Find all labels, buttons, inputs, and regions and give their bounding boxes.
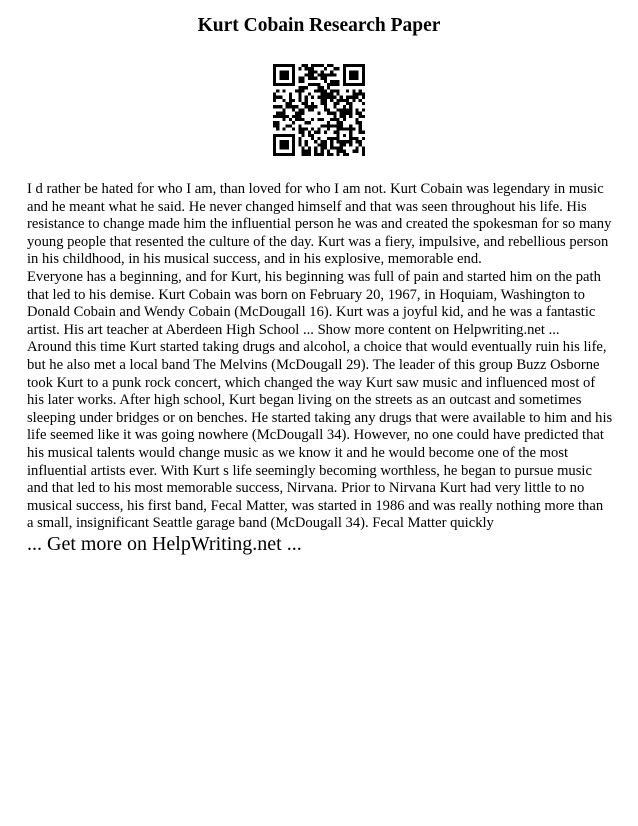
paragraph: Around this time Kurt started taking drugs and alcohol, a choice that would eventually ruin his life, but he also met a local band The Melvins (McDougall 29). The leader of this group Buzz Osborne took Kurt to a punk rock concert, which changed the way Kurt saw music and influenced most of his later works. After high school, Kurt began living on the streets as an outcast and sometimes sleeping under bridges or on benches. He started taking any drugs that were available to him and his life seemed like it was going nowhere (McDougall 34). However, no one could have predicted that his musical talents would change music as we know it and he would become one of the most influential artists ever. With Kurt s life seemingly becoming worthless, he began to pursue music and that led to his most memorable success, Nirvana. Prior to Nirvana Kurt had very little to no musical success, his first band, Fecal Matter, was started in 1986 and was really nothing more than a small, insignificant Seattle garage band (McDougall 34). Fecal Matter quickly: [27, 339, 613, 532]
paragraph: I d rather be hated for who I am, than loved for who I am not. Kurt Cobain was legendary in music and he meant what he said. He never changed himself and that was seen throughout his life. His resistance to change made him the influential person he was and created the spokesman for so many young people that resented the culture of the day. Kurt was a fiery, impulsive, and rebellious person in his childhood, in his musical success, and in his explosive, memorable end.: [27, 181, 612, 268]
get-more-link[interactable]: ... Get more on HelpWriting.net ...: [27, 533, 302, 555]
paragraph: Everyone has a beginning, and for Kurt, his beginning was full of pain and started him on the path that led to his demise. Kurt Cobain was born on February 20, 1967, in Hoquiam, Washington to Donald Cobain and Wendy Cobain (McDougall 16). Kurt was a joyful kid, and he was a fantastic artist. His art teacher at Aberdeen High School ... Show more content on Helpwriting.net ...: [27, 268, 601, 338]
body-text: [27, 181, 613, 533]
page-title: Kurt Cobain Research Paper: [197, 15, 441, 36]
qr-code-icon: [273, 64, 365, 156]
